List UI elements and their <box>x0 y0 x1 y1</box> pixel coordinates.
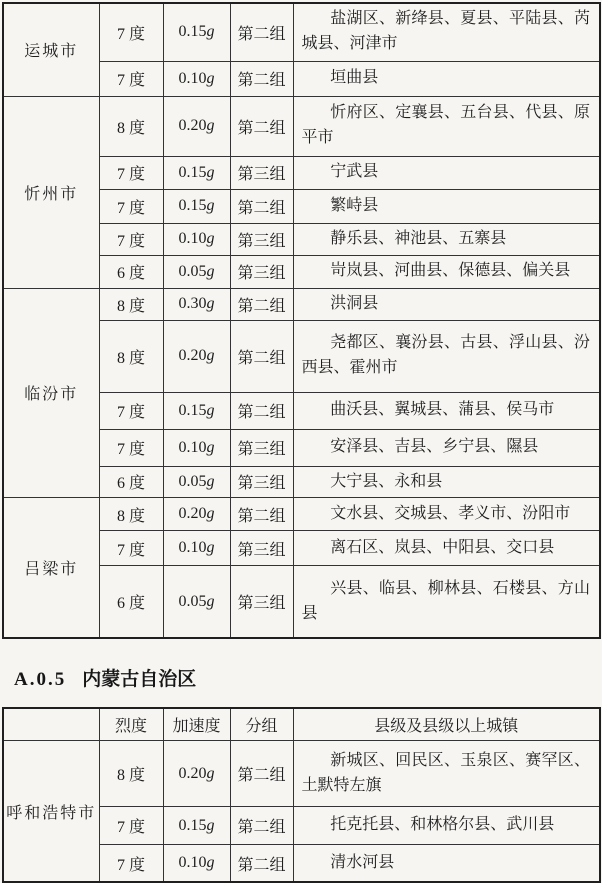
counties-text: 曲沃县、翼城县、蒲县、侯马市 <box>330 401 555 419</box>
acceleration-header: 加速度 <box>163 708 230 741</box>
counties-text: 大宁县、永和县 <box>330 472 443 490</box>
intensity-cell: 7 度 <box>99 845 163 882</box>
acceleration-cell <box>163 223 230 255</box>
counties-text: 托克托县、和林格尔县、武川县 <box>330 816 555 834</box>
intensity-cell: 8 度 <box>99 96 163 156</box>
counties-text: 盐湖区、新绛县、夏县、平陆县、芮城县、河津市 <box>301 10 590 53</box>
group-cell: 第三组 <box>230 566 293 638</box>
intensity-cell: 6 度 <box>99 255 163 288</box>
counties-text: 安泽县、吉县、乡宁县、隰县 <box>330 438 539 456</box>
acceleration-cell <box>163 156 230 189</box>
acceleration-value: 0.15 <box>178 163 207 181</box>
document-page <box>0 2 602 881</box>
g-unit: g <box>206 117 215 134</box>
counties-cell <box>293 223 600 255</box>
group-cell: 第三组 <box>230 255 293 288</box>
g-unit: g <box>206 262 215 280</box>
counties-cell <box>293 566 600 638</box>
acceleration-value: 0.10 <box>178 438 207 456</box>
group-cell: 第二组 <box>230 498 293 531</box>
group-cell: 第二组 <box>230 288 293 320</box>
intensity-cell: 7 度 <box>99 223 163 255</box>
counties-text: 清水河县 <box>330 853 395 871</box>
section-number: A.0.5 <box>14 668 67 690</box>
group-cell: 第三组 <box>230 429 293 466</box>
acceleration-value: 0.05 <box>178 472 207 490</box>
intensity-cell: 7 度 <box>99 61 163 96</box>
group-cell: 第二组 <box>230 807 293 845</box>
intensity-header: 烈度 <box>99 708 163 741</box>
acceleration-value: 0.15 <box>178 816 207 834</box>
group-cell: 第二组 <box>230 3 293 61</box>
g-unit: g <box>206 347 215 364</box>
acceleration-value: 0.05 <box>178 262 207 280</box>
g-unit: g <box>206 230 215 247</box>
acceleration-cell <box>163 288 230 320</box>
acceleration-value: 0.20 <box>178 117 207 134</box>
counties-text: 文水县、交城县、孝义市、汾阳市 <box>330 504 571 522</box>
table-row <box>3 741 600 807</box>
intensity-cell: 6 度 <box>99 566 163 638</box>
intensity-cell: 7 度 <box>99 429 163 466</box>
acceleration-value: 0.10 <box>178 539 207 557</box>
counties-text: 兴县、临县、柳林县、石楼县、方山县 <box>301 579 590 622</box>
acceleration-value: 0.10 <box>178 230 207 247</box>
acceleration-value: 0.20 <box>178 347 207 364</box>
group-header: 分组 <box>230 708 293 741</box>
acceleration-cell <box>163 807 230 845</box>
counties-text: 新城区、回民区、玉泉区、赛罕区、土默特左旗 <box>301 752 590 794</box>
g-unit: g <box>206 505 215 523</box>
acceleration-cell <box>163 96 230 156</box>
acceleration-value: 0.30 <box>178 295 207 312</box>
acceleration-cell <box>163 320 230 392</box>
group-cell: 第二组 <box>230 61 293 96</box>
g-unit: g <box>206 472 215 490</box>
counties-cell <box>293 466 600 498</box>
acceleration-cell <box>163 531 230 566</box>
intensity-cell: 8 度 <box>99 320 163 392</box>
intensity-cell: 7 度 <box>99 3 163 61</box>
intensity-cell: 8 度 <box>99 741 163 807</box>
acceleration-cell <box>163 392 230 429</box>
counties-text: 垣曲县 <box>330 69 379 87</box>
city-cell: 忻州市 <box>3 96 99 288</box>
acceleration-value: 0.20 <box>178 505 207 523</box>
counties-text: 繁峙县 <box>330 196 379 214</box>
g-unit: g <box>206 592 215 610</box>
acceleration-value: 0.20 <box>178 764 207 782</box>
intensity-cell: 7 度 <box>99 531 163 566</box>
section-heading <box>14 664 602 692</box>
group-cell: 第二组 <box>230 320 293 392</box>
acceleration-cell <box>163 255 230 288</box>
acceleration-cell <box>163 466 230 498</box>
acceleration-cell <box>163 498 230 531</box>
g-unit: g <box>206 197 215 214</box>
section-title: 内蒙古自治区 <box>82 668 197 690</box>
acceleration-value: 0.15 <box>178 197 207 214</box>
counties-cell <box>293 96 600 156</box>
counties-cell <box>293 3 600 61</box>
counties-cell <box>293 741 600 807</box>
counties-cell <box>293 531 600 566</box>
intensity-cell: 8 度 <box>99 498 163 531</box>
acceleration-cell <box>163 61 230 96</box>
g-unit: g <box>206 854 215 872</box>
intensity-cell: 6 度 <box>99 466 163 498</box>
group-cell: 第二组 <box>230 96 293 156</box>
intensity-cell: 7 度 <box>99 392 163 429</box>
table-header-row <box>3 708 600 741</box>
counties-cell <box>293 156 600 189</box>
city-header-cell <box>3 708 99 741</box>
g-unit: g <box>206 69 215 87</box>
counties-cell <box>293 320 600 392</box>
city-cell: 运城市 <box>3 3 99 96</box>
counties-cell <box>293 61 600 96</box>
acceleration-cell <box>163 429 230 466</box>
counties-text: 岢岚县、河曲县、保德县、偏关县 <box>330 262 571 280</box>
acceleration-cell <box>163 845 230 882</box>
counties-cell <box>293 845 600 882</box>
counties-cell <box>293 288 600 320</box>
group-cell: 第二组 <box>230 741 293 807</box>
acceleration-cell <box>163 741 230 807</box>
group-cell: 第三组 <box>230 156 293 189</box>
group-cell: 第二组 <box>230 392 293 429</box>
towns-header: 县级及县级以上城镇 <box>293 708 600 741</box>
acceleration-value: 0.10 <box>178 854 207 872</box>
counties-text: 尧都区、襄汾县、古县、浮山县、汾西县、霍州市 <box>301 334 590 376</box>
table-row <box>3 288 600 320</box>
counties-cell <box>293 807 600 845</box>
acceleration-cell <box>163 189 230 223</box>
intensity-cell: 7 度 <box>99 807 163 845</box>
g-unit: g <box>206 438 215 456</box>
acceleration-value: 0.15 <box>178 23 207 41</box>
counties-cell <box>293 392 600 429</box>
group-cell: 第二组 <box>230 189 293 223</box>
counties-cell <box>293 255 600 288</box>
table-row <box>3 3 600 61</box>
g-unit: g <box>206 163 215 181</box>
g-unit: g <box>206 23 215 41</box>
table-row <box>3 96 600 156</box>
intensity-cell: 8 度 <box>99 288 163 320</box>
acceleration-value: 0.15 <box>178 401 207 419</box>
counties-text: 静乐县、神池县、五寨县 <box>330 229 507 247</box>
counties-text: 宁武县 <box>330 163 379 181</box>
city-cell: 临汾市 <box>3 288 99 498</box>
city-cell: 呼和浩特市 <box>3 741 99 882</box>
intensity-cell: 7 度 <box>99 189 163 223</box>
g-unit: g <box>206 764 215 782</box>
group-cell: 第三组 <box>230 466 293 498</box>
city-cell: 吕梁市 <box>3 498 99 638</box>
group-cell: 第三组 <box>230 223 293 255</box>
acceleration-cell <box>163 566 230 638</box>
counties-cell <box>293 498 600 531</box>
acceleration-value: 0.10 <box>178 69 207 87</box>
counties-text: 忻府区、定襄县、五台县、代县、原平市 <box>301 104 590 146</box>
g-unit: g <box>206 816 215 834</box>
counties-cell <box>293 429 600 466</box>
g-unit: g <box>206 539 215 557</box>
counties-text: 洪洞县 <box>330 294 379 312</box>
acceleration-value: 0.05 <box>178 592 207 610</box>
counties-cell <box>293 189 600 223</box>
g-unit: g <box>206 295 215 312</box>
group-cell: 第二组 <box>230 845 293 882</box>
table-row <box>3 498 600 531</box>
g-unit: g <box>206 401 215 419</box>
acceleration-cell <box>163 3 230 61</box>
group-cell: 第三组 <box>230 531 293 566</box>
counties-text: 离石区、岚县、中阳县、交口县 <box>330 538 555 556</box>
seismic-zoning-table-shanxi <box>2 2 601 639</box>
seismic-zoning-table-inner-mongolia <box>2 707 601 883</box>
intensity-cell: 7 度 <box>99 156 163 189</box>
